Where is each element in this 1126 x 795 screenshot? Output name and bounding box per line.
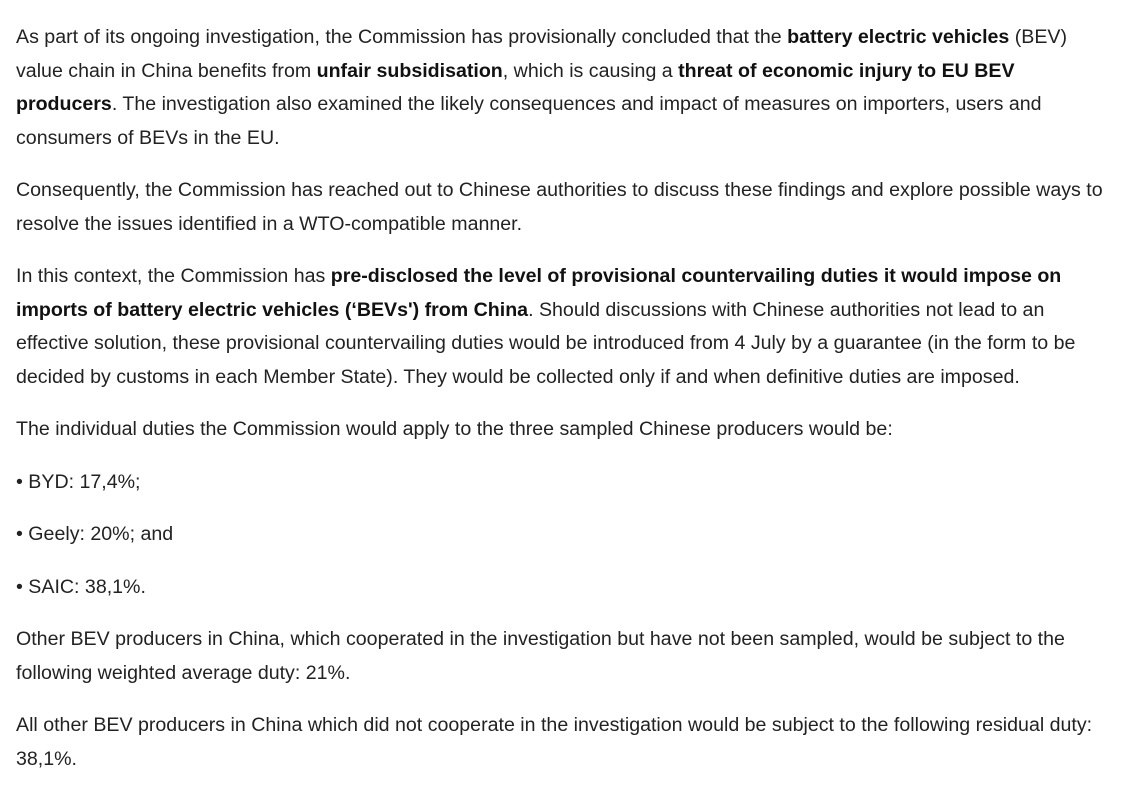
paragraph-outreach: Consequently, the Commission has reached out to Chinese authorities to discuss these findings and explore possible ways to resolve the issues identified in a WTO-compatible manner. [16, 179, 1103, 235]
text: (BEV) value chain in China benefits from [16, 26, 1068, 82]
bold-predisclosure: pre-disclosed the level of provisional countervailing duties it would impose on imports of battery electric vehicles (‘BEVs') from China [16, 265, 1062, 321]
text: , which is causing a [502, 59, 679, 82]
duty-item-geely: • Geely: 20%; and [16, 523, 174, 545]
text: . The investigation also examined the likely consequences and impact of measures on importers, users and consumers of BEVs in the EU. [16, 93, 1042, 149]
text: As part of its ongoing investigation, the Commission has provisionally concluded that the [16, 26, 788, 48]
text: . Should discussions with Chinese authorities not lead to an effective solution, these provisional countervailing duties would be introduced from 4 July by a guarantee (in the form to be decided by customs in each Member State). They would be collected only if and when definitive duties are imposed. [16, 298, 1076, 388]
bold-unfair-subsidisation: unfair subsidisation [316, 59, 503, 82]
article-body [16, 21, 1106, 795]
duty-item-saic: • SAIC: 38,1%. [16, 575, 146, 598]
paragraph-non-cooperating-producers: All other BEV producers in China which did not cooperate in the investigation would be subject to the following residual duty: 38,1%. [16, 714, 1093, 770]
paragraph-predisclosure [16, 260, 1106, 394]
paragraph-individual-duties-intro: The individual duties the Commission would apply to the three sampled Chinese producers would be: [16, 418, 893, 440]
duty-item-byd: • BYD: 17,4%; [16, 470, 141, 493]
paragraph-cooperating-producers: Other BEV producers in China, which cooperated in the investigation but have not been sampled, would be subject to the following weighted average duty: 21%. [16, 628, 1065, 684]
paragraph-findings [16, 21, 1106, 155]
bold-bev-term: battery electric vehicles [787, 26, 1010, 48]
bold-threat-of-injury: threat of economic injury to EU BEV producers [16, 59, 1015, 115]
text: In this context, the Commission has [16, 265, 331, 287]
